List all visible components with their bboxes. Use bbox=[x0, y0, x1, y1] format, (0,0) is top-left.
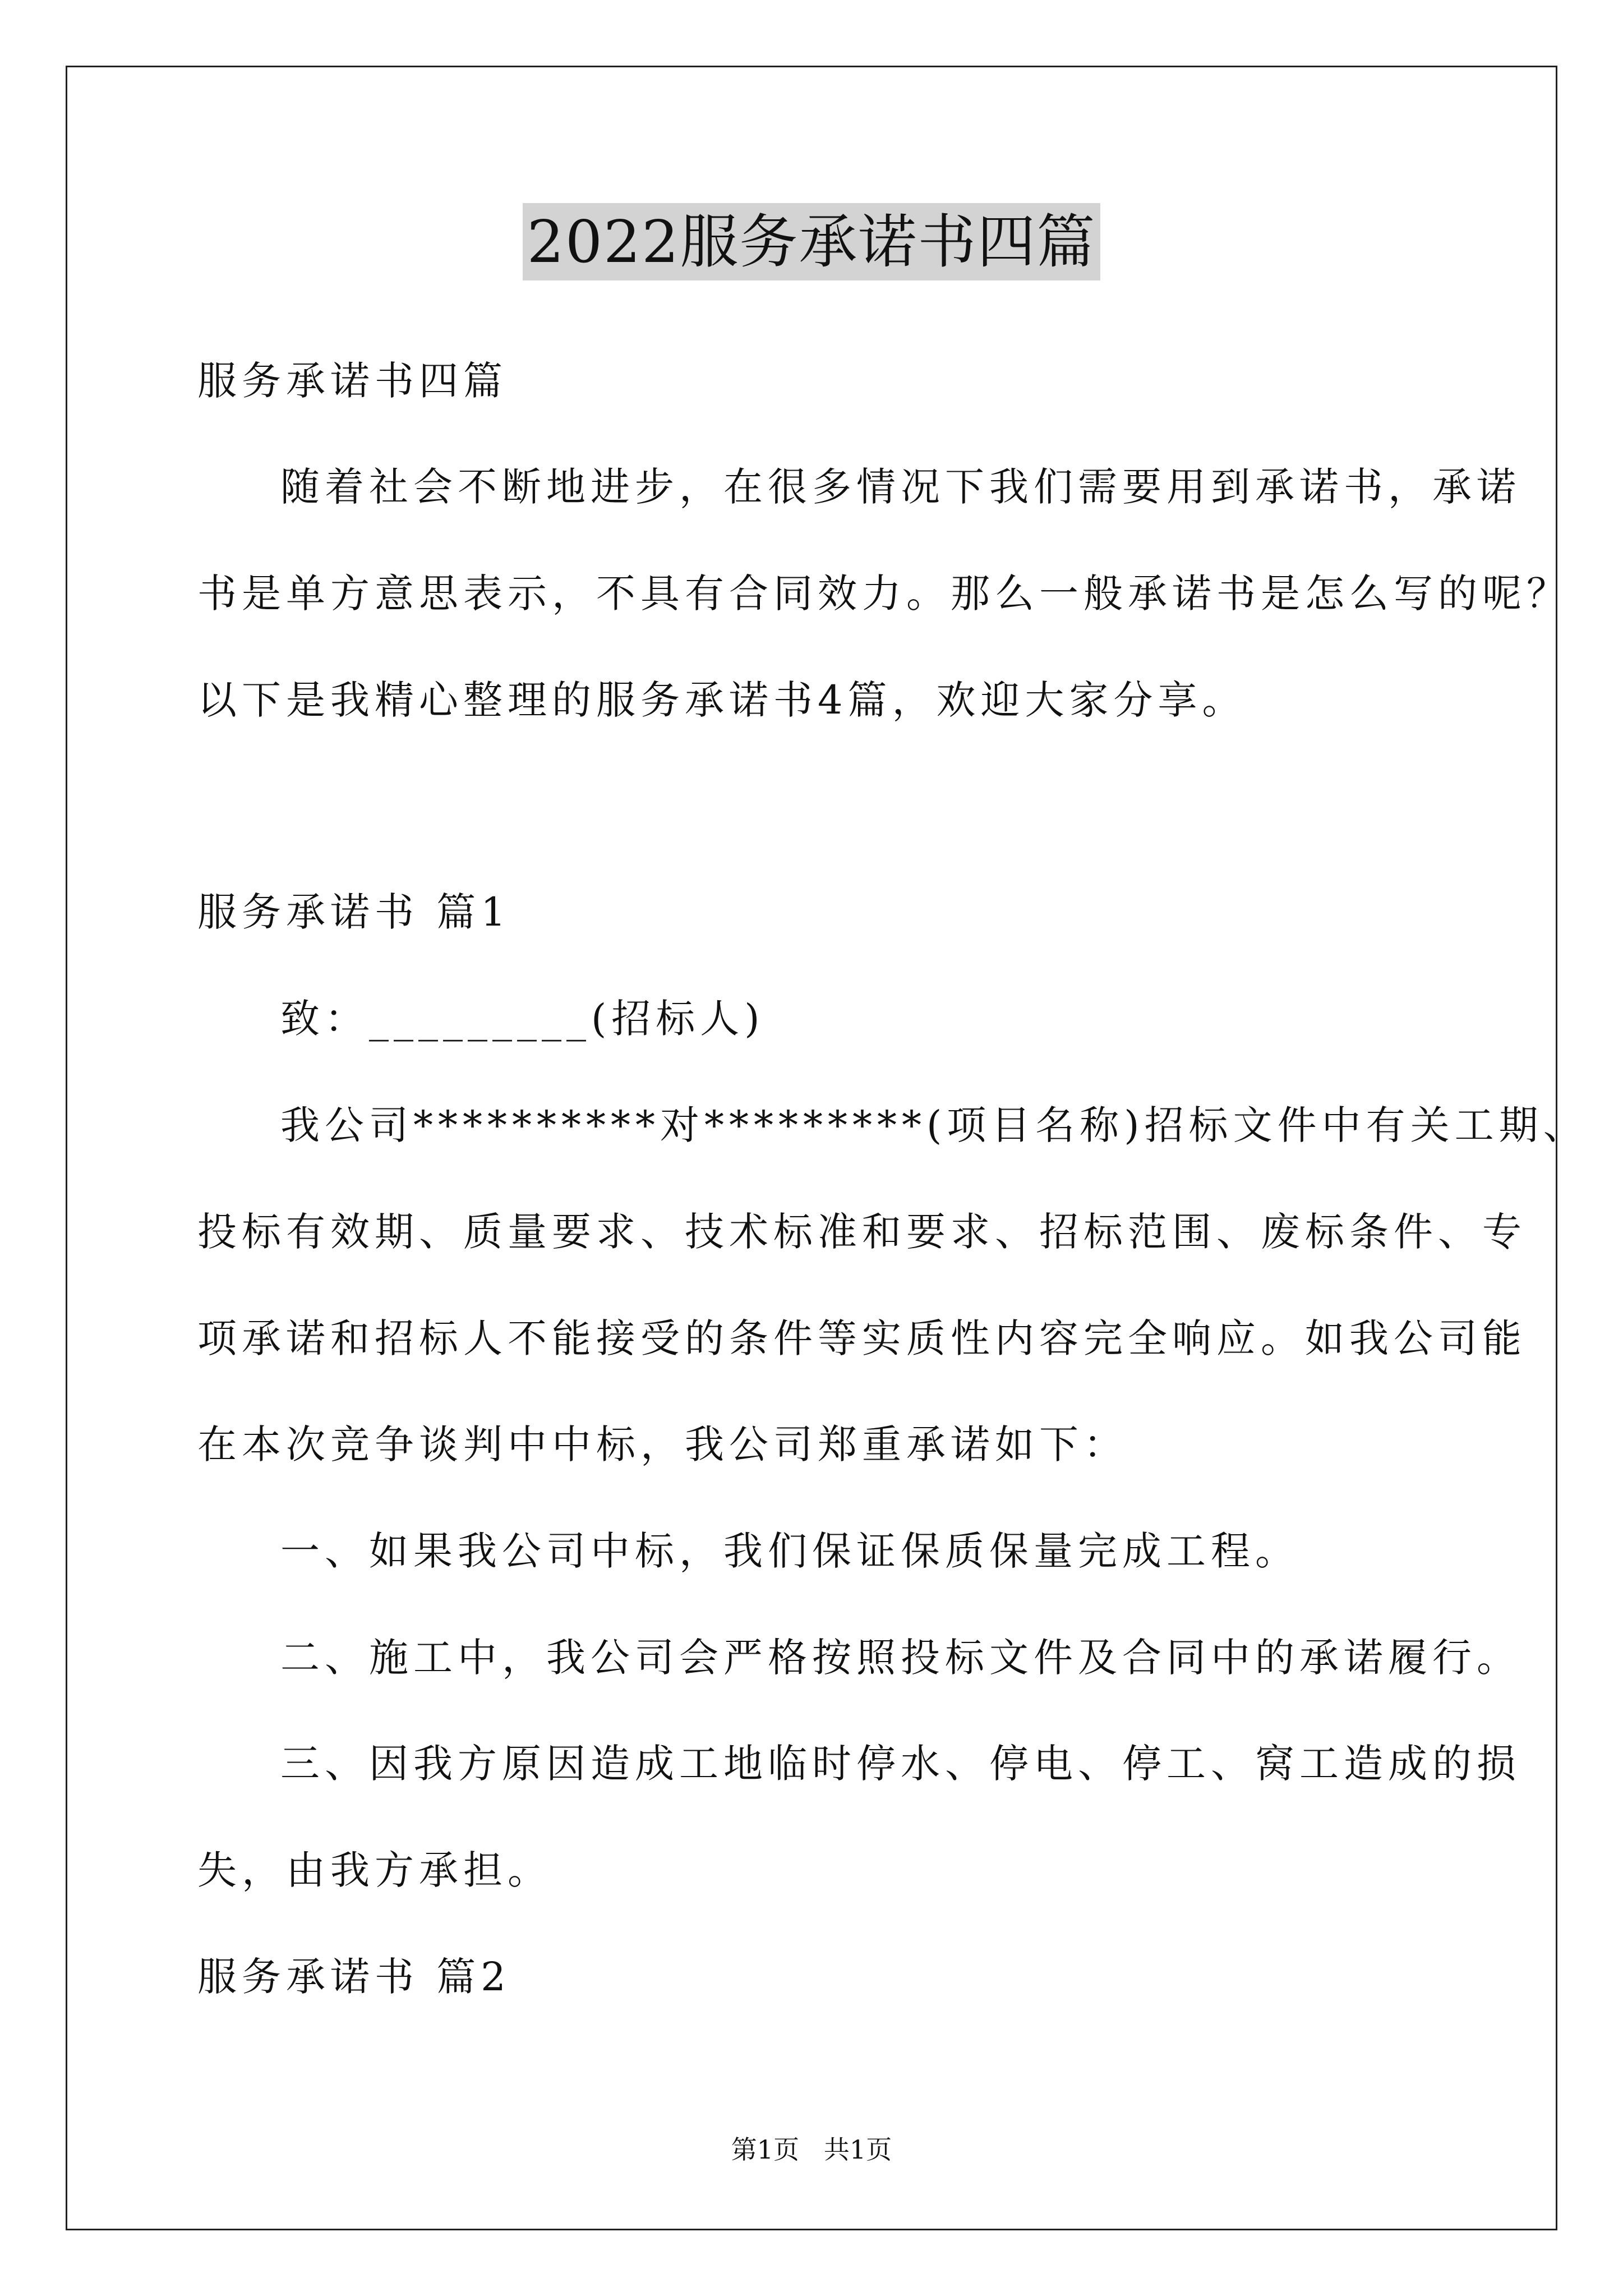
document-title: 2022服务承诺书四篇 bbox=[523, 203, 1101, 280]
paragraph-line: 以下是我精心整理的服务承诺书4篇，欢迎大家分享。 bbox=[197, 677, 1247, 723]
section-heading: 服务承诺书 篇2 bbox=[197, 1954, 511, 2000]
section-heading: 服务承诺书 篇1 bbox=[197, 889, 511, 935]
paragraph-line: 在本次竞争谈判中中标，我公司郑重承诺如下： bbox=[197, 1421, 1128, 1467]
paragraph-line: 随着社会不断地进步，在很多情况下我们需要用到承诺书，承诺 bbox=[280, 464, 1521, 510]
paragraph-line: 致：_________(招标人) bbox=[280, 996, 765, 1042]
paragraph-line: 失，由我方承担。 bbox=[197, 1847, 552, 1893]
paragraph-line: 投标有效期、质量要求、技术标准和要求、招标范围、废标条件、专 bbox=[197, 1209, 1527, 1255]
title-container bbox=[0, 203, 1623, 280]
subtitle-line: 服务承诺书四篇 bbox=[197, 358, 508, 404]
paragraph-line: 二、施工中，我公司会严格按照投标文件及合同中的承诺履行。 bbox=[280, 1635, 1521, 1681]
paragraph-line: 一、如果我公司中标，我们保证保质保量完成工程。 bbox=[280, 1528, 1299, 1574]
paragraph-line: 我公司**********对*********(项目名称)招标文件中有关工期、 bbox=[280, 1102, 1588, 1148]
paragraph-line: 书是单方意思表示，不具有合同效力。那么一般承诺书是怎么写的呢？ bbox=[197, 570, 1571, 616]
paragraph-line: 项承诺和招标人不能接受的条件等实质性内容完全响应。如我公司能 bbox=[197, 1315, 1527, 1361]
paragraph-line: 三、因我方原因造成工地临时停水、停电、停工、窝工造成的损 bbox=[280, 1741, 1521, 1787]
page-footer: 第1页 共1页 bbox=[731, 2134, 892, 2165]
